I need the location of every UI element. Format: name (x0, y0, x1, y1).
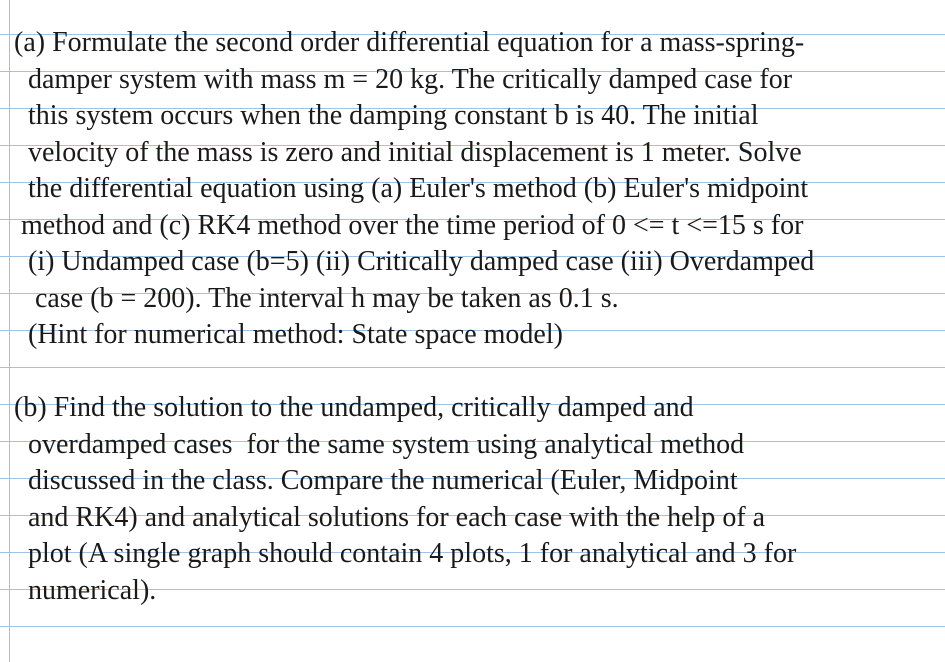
part-a-line: case (b = 200). The interval h may be taken as 0.1 s. (14, 282, 619, 314)
paragraph-gap (0, 354, 945, 391)
part-b-line: overdamped cases for the same system using analytical method (14, 428, 745, 460)
assignment-text (0, 25, 945, 609)
part-a-line: the differential equation using (a) Euler's method (b) Euler's midpoint (14, 173, 809, 204)
part-b-line: numerical). (14, 574, 157, 606)
part-b-line: plot (A single graph should contain 4 plots, 1 for analytical and 3 for (14, 538, 797, 569)
part-a-line: damper system with mass m = 20 kg. The critically damped case for (14, 63, 793, 95)
part-a-line: velocity of the mass is zero and initial displacement is 1 meter. Solve (14, 136, 802, 168)
part-a-line: this system occurs when the damping constant b is 40. The initial (14, 100, 759, 131)
part-b-line: and RK4) and analytical solutions for each case with the help of a (14, 501, 766, 533)
part-a-line: method and (c) RK4 method over the time period of 0 <= t <=15 s for (14, 209, 804, 241)
part-a-line: (i) Undamped case (b=5) (ii) Critically damped case (iii) Overdamped (14, 246, 815, 277)
part-b-line: discussed in the class. Compare the numerical (Euler, Midpoint (14, 465, 738, 496)
part-a-line: (Hint for numerical method: State space model) (14, 319, 563, 350)
part-a-paragraph (0, 25, 945, 354)
part-b-paragraph (0, 390, 945, 609)
part-b-line: (b) Find the solution to the undamped, critically damped and (14, 392, 694, 423)
part-a-line: (a) Formulate the second order differential equation for a mass-spring- (14, 27, 805, 58)
